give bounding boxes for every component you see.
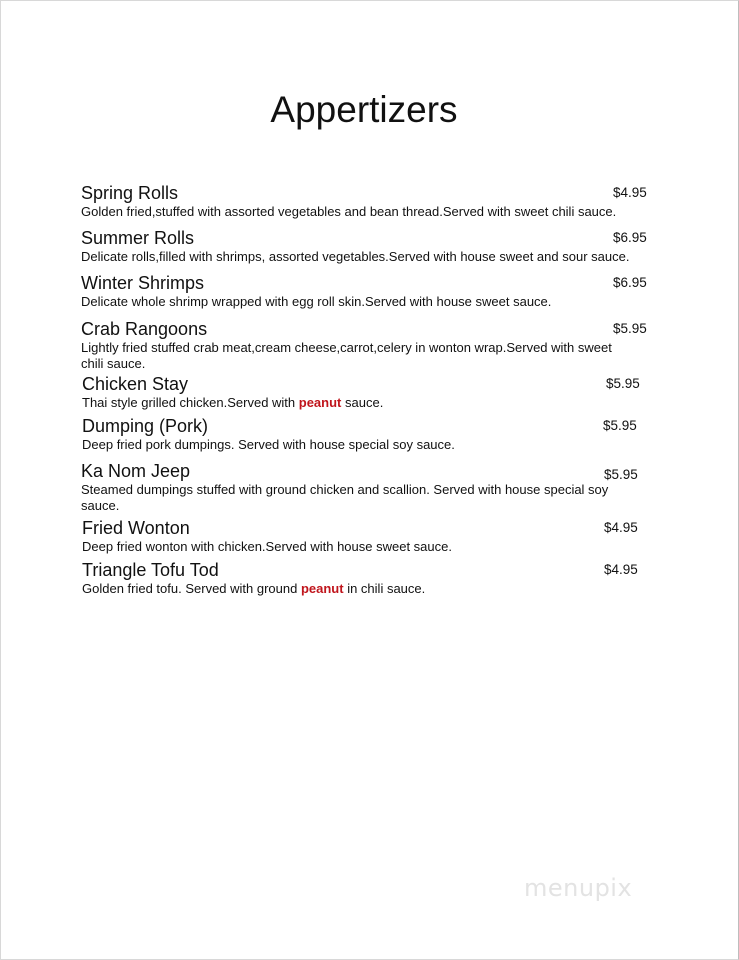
menu-item-summer-rolls [81,228,651,268]
menu-item-fried-wonton [82,518,642,558]
item-description [81,482,633,514]
item-description [81,249,651,265]
page-title: Appertizers [270,89,458,130]
description-text: Delicate whole shrimp wrapped with egg roll skin.Served with house sweet sauce. [81,294,552,309]
item-name: Winter Shrimps [81,273,205,293]
description-text: Deep fried wonton with chicken.Served with house sweet sauce. [82,539,452,554]
highlight-peanut: peanut [300,581,344,596]
description-text: Deep fried pork dumpings. Served with house special soy sauce. [82,437,455,452]
item-name: Chicken Stay [82,374,189,394]
menu-item-ka-nom-jeep [81,461,643,517]
item-description [81,294,651,310]
description-text: Golden fried tofu. Served with ground [82,581,301,596]
description-text: Delicate rolls,filled with shrimps, assorted vegetables.Served with house sweet and sour sauce. [81,249,630,264]
item-description [81,204,651,220]
item-description [82,395,642,411]
watermark-logo: menupix [524,874,633,902]
item-name: Spring Rolls [81,183,179,203]
item-price: $5.95 [604,467,638,482]
item-description [82,581,642,597]
item-name: Crab Rangoons [81,319,208,339]
item-description [82,437,642,453]
menu-item-spring-rolls [81,183,651,223]
highlight-peanut: peanut [298,395,342,410]
item-name: Fried Wonton [82,518,190,538]
description-text: Golden fried,stuffed with assorted vegetables and bean thread.Served with sweet chili sauce. [81,204,617,219]
item-description [82,539,642,555]
description-text: sauce. [341,395,384,410]
menu-item-winter-shrimps [81,273,651,313]
item-price: $4.95 [604,562,638,577]
item-name: Triangle Tofu Tod [82,560,219,580]
item-price: $5.95 [603,418,637,433]
item-name: Dumping (Pork) [82,416,209,436]
description-text: in chili sauce. [343,581,426,596]
item-name: Ka Nom Jeep [81,461,191,481]
menu-item-chicken-stay [82,374,642,414]
description-text: Lightly fried stuffed crab meat,cream cheese,carrot,celery in wonton wrap.Served with sweet chili sauce. [81,340,612,371]
item-description [81,340,629,372]
item-name: Summer Rolls [81,228,195,248]
item-price: $4.95 [604,520,638,535]
description-text: Thai style grilled chicken.Served with [82,395,299,410]
menu-item-dumping-pork [82,416,642,456]
menu-item-crab-rangoons [81,319,651,375]
item-price: $4.95 [613,185,647,200]
item-price: $6.95 [613,275,647,290]
menu-item-triangle-tofu-tod [82,560,642,600]
item-price: $5.95 [613,321,647,336]
item-price: $5.95 [606,376,640,391]
description-text: Steamed dumpings stuffed with ground chicken and scallion. Served with house special soy sauce. [81,482,609,513]
item-price: $6.95 [613,230,647,245]
